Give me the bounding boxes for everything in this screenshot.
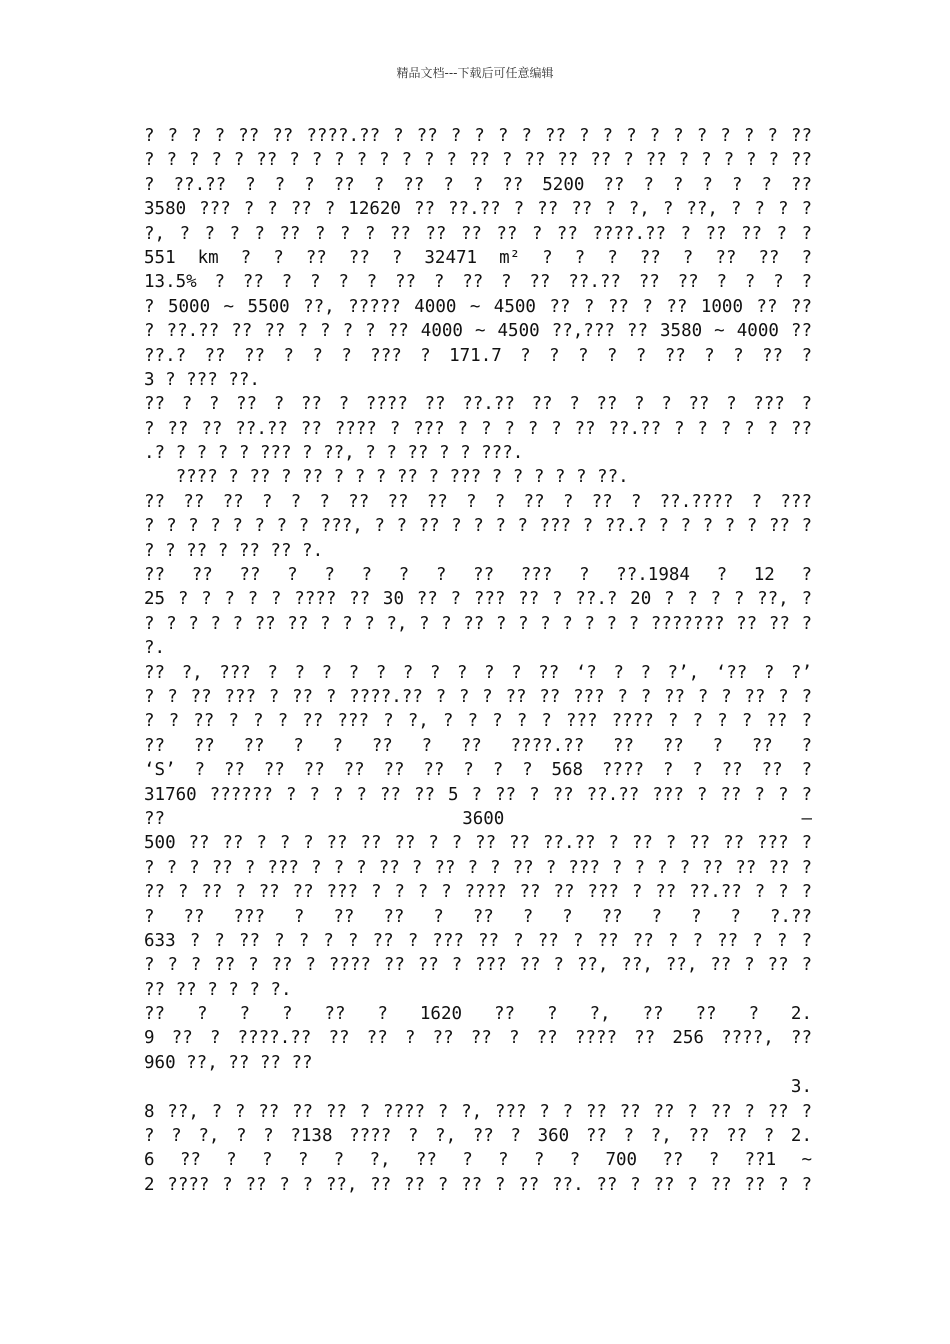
text-line: ? ? ? ? ? ?? ? ? ? ? ? ? ? ? ?? ? ?? ?? ?? ? ?? ? ? ? ? ? ?? <box>144 150 812 171</box>
text-line: ? ? ?? ? ?? ?? ?. <box>144 540 324 561</box>
page-header: 精品文档---下载后可任意编辑 <box>396 66 554 80</box>
document-body <box>144 124 812 1197</box>
text-line: ?? ? ? ?? ? ?? ? ???? ?? ??.?? ?? ? ?? ? ? ?? ? ??? ? <box>144 394 812 415</box>
text-line: ? ? ? ? ? ? ? ? ???, ? ? ?? ? ? ? ? ??? ? ??.? ? ? ? ? ? ?? ? <box>144 516 812 537</box>
text-line: 6 ?? ? ? ? ? ?, ?? ? ? ? ? 700 ?? ? ??1 ~ <box>144 1150 812 1171</box>
text-line: ? ?? ?? ??.?? ?? ???? ? ??? ? ? ? ? ? ?? ??.?? ? ? ? ? ? ?? <box>144 418 812 439</box>
text-line: ? ? ?? ? ? ? ?? ??? ? ?, ? ? ? ? ? ??? ???? ? ? ? ? ?? ? <box>144 711 812 732</box>
text-line: ? ??.?? ? ? ? ?? ? ?? ? ? ?? 5200 ?? ? ? ? ? ? ?? <box>144 174 812 195</box>
text-line: 31760 ?????? ? ? ? ? ?? ?? 5 ? ?? ? ?? ??.?? ??? ? ?? ? ? ? <box>144 784 812 805</box>
text-line: ?? ?, ??? ? ? ? ? ? ? ? ? ? ? ?? ‘? ? ? ?’, ‘?? ? ?’ <box>144 662 812 683</box>
text-line: 9 ?? ? ????.?? ?? ?? ? ?? ?? ? ?? ???? ?? 256 ????, ?? <box>144 1028 812 1049</box>
text-line: ? 5000 ~ 5500 ??, ????? 4000 ~ 4500 ?? ? ?? ? ?? 1000 ?? ?? <box>144 296 812 317</box>
text-line: ?? ?? ?? ? ? ?? ? ?? ????.?? ?? ?? ? ?? ? <box>144 735 812 756</box>
text-line: 551 km ? ? ?? ?? ? 32471 m² ? ? ? ?? ? ?? ?? ? <box>144 247 812 268</box>
text-line: 3580 ??? ? ? ?? ? 12620 ?? ??.?? ? ?? ?? ? ?, ? ??, ? ? ? ? <box>144 199 812 220</box>
text-line: ?, ? ? ? ? ?? ? ? ? ?? ?? ?? ?? ? ?? ????.?? ? ?? ?? ? ? <box>144 223 812 244</box>
text-line: ‘S’ ? ?? ?? ?? ?? ?? ?? ? ? ? 568 ???? ? ? ?? ?? ? <box>144 760 812 781</box>
text-line: 960 ??, ?? ?? ?? <box>144 1052 313 1073</box>
text-line: .? ? ? ? ? ??? ? ??, ? ? ?? ? ? ???. <box>144 443 524 464</box>
text-line: 8 ??, ? ? ?? ?? ?? ? ???? ? ?, ??? ? ? ?? ?? ?? ? ?? ? ?? ? <box>144 1101 812 1122</box>
text-line: ?? ?? ?? ? ? ? ? ? ?? ??? ? ??.1984 ? 12 ? <box>144 565 812 586</box>
text-line: 25 ? ? ? ? ? ???? ?? 30 ?? ? ??? ?? ? ??.? 20 ? ? ? ? ??, ? <box>144 589 812 610</box>
text-line: 3 ? ??? ??. <box>144 369 260 390</box>
text-line: ?? ?? ?? ? ? ? ?? ?? ?? ? ? ?? ? ?? ? ??.???? ? ??? <box>144 491 812 512</box>
text-line: ? ? ?, ? ? ?138 ???? ? ?, ?? ? 360 ?? ? ?, ?? ?? ? 2. <box>144 1126 812 1147</box>
text-line: ?? 3600 – <box>144 808 812 829</box>
text-line: ? ? ? ? ?? ?? ????.?? ? ?? ? ? ? ? ?? ? ? ? ? ? ? ? ? ? ?? <box>144 126 812 146</box>
text-line: 2 ???? ? ?? ? ? ??, ?? ?? ? ?? ? ?? ??. ?? ? ?? ? ?? ?? ? ? <box>144 1174 812 1195</box>
text-line: ? ? ? ? ? ?? ?? ? ? ? ?, ? ? ?? ? ? ? ? ? ? ? ??????? ?? ?? ? <box>144 613 812 634</box>
text-line: ? ? ? ?? ? ??? ? ? ? ?? ? ?? ? ? ?? ? ??? ? ? ? ? ?? ?? ?? ? <box>144 857 812 878</box>
text-line: ? ? ? ?? ? ?? ? ???? ?? ?? ? ??? ?? ? ??, ??, ??, ?? ? ?? ? <box>144 955 812 976</box>
text-line: ? ?? ??? ? ?? ?? ? ?? ? ? ?? ? ? ? ?.?? <box>144 906 812 927</box>
text-line: 500 ?? ?? ? ? ? ?? ?? ?? ? ? ?? ?? ??.?? ? ?? ? ?? ?? ??? ? <box>144 833 812 854</box>
text-line: ?? ? ? ? ?? ? 1620 ?? ? ?, ?? ?? ? 2. <box>144 1004 812 1025</box>
text-line: 3. <box>790 1077 812 1098</box>
text-line: ??.? ?? ?? ? ? ? ??? ? 171.7 ? ? ? ? ? ?? ? ? ?? ? <box>144 345 812 366</box>
text-line: ?? ?? ? ? ? ?. <box>144 979 292 1000</box>
text-line: ???? ? ?? ? ?? ? ? ? ?? ? ??? ? ? ? ? ? ??. <box>144 467 629 488</box>
text-line: 13.5% ? ?? ? ? ? ? ?? ? ?? ? ?? ??.?? ?? ?? ? ? ? ? <box>144 272 812 293</box>
text-line: ?. <box>144 638 166 659</box>
text-line: ?? ? ?? ? ?? ?? ??? ? ? ? ? ???? ?? ?? ??? ? ?? ??.?? ? ? ? <box>144 882 812 903</box>
text-line: ? ? ?? ??? ? ?? ? ????.?? ? ? ? ?? ?? ??? ? ? ?? ? ? ?? ? ? <box>144 686 812 707</box>
text-line: ? ??.?? ?? ?? ? ? ? ? ?? 4000 ~ 4500 ??,??? ?? 3580 ~ 4000 ?? <box>144 321 812 342</box>
text-line: 633 ? ? ?? ? ? ? ? ?? ? ??? ?? ? ?? ? ?? ?? ? ? ?? ? ? ? <box>144 930 812 951</box>
